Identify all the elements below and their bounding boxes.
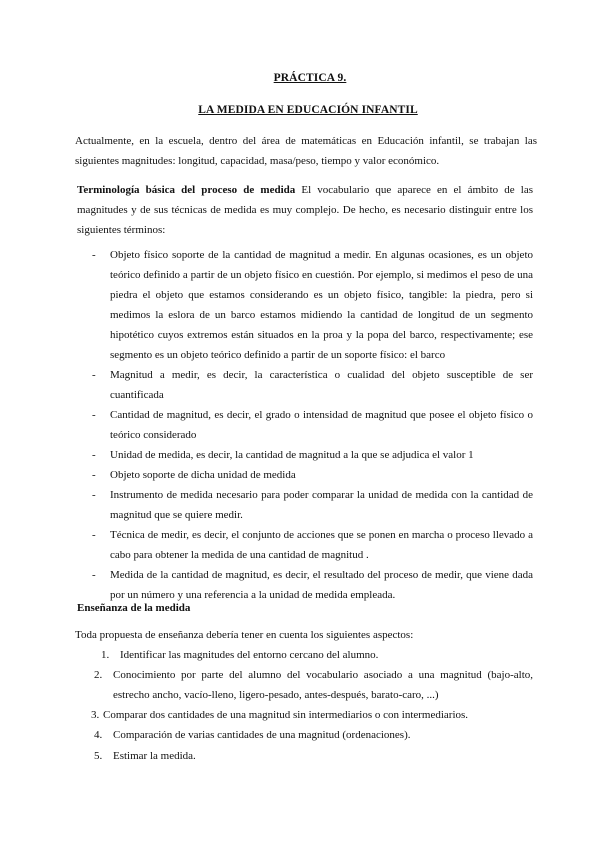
- terminology-paragraph: [77, 180, 533, 240]
- item-number: 3.: [91, 709, 100, 721]
- item-number: 1.: [101, 649, 110, 661]
- topic-title: LA MEDIDA EN EDUCACIÓN INFANTIL: [198, 104, 418, 116]
- numbered-item: [101, 645, 520, 665]
- dash-marker: -: [92, 249, 96, 261]
- term-text: Magnitud a medir, es decir, la característica o cualidad del objeto susceptible de ser cuantificada: [110, 369, 533, 401]
- item-text: Estimar la medida.: [113, 750, 196, 762]
- list-item: [92, 445, 533, 465]
- dash-marker: -: [92, 469, 96, 481]
- dash-marker: -: [92, 489, 96, 501]
- dash-marker: -: [92, 449, 96, 461]
- term-text: Técnica de medir, es decir, el conjunto de acciones que se ponen en marcha o proceso llevado a cabo para obtener la medida de una cantidad de magnitud .: [110, 529, 533, 561]
- list-item: [92, 485, 533, 525]
- intro-paragraph: Actualmente, en la escuela, dentro del área de matemáticas en Educación infantil, se trabajan las siguientes magnitudes: longitud, capacidad, masa/peso, tiempo y valor económico.: [75, 135, 537, 167]
- dash-marker: -: [92, 529, 96, 541]
- list-item: [92, 465, 533, 485]
- list-item: [92, 365, 533, 405]
- teaching-heading: Enseñanza de la medida: [77, 602, 191, 614]
- term-text: Objeto físico soporte de la cantidad de magnitud a medir. En algunas ocasiones, es un objeto teórico definido a partir de un objeto físico en cuestión. Por ejemplo, si medimos el peso de una piedra el objeto que estamos considerando es un objeto físico, tangible: la piedra, pero si medimos la eslora de un barco estamos midiendo la cantidad de longitud de un segmento hipotético cuyos extremos están situados en la proa y la popa del barco, respectivamente; ese segmento es un objeto teórico definido a partir de un soporte físico: el barco: [110, 249, 533, 361]
- item-text: Comparación de varias cantidades de una magnitud (ordenaciones).: [113, 729, 411, 741]
- term-text: Cantidad de magnitud, es decir, el grado o intensidad de magnitud que posee el objeto físico o teórico considerado: [110, 409, 533, 441]
- list-item: [92, 565, 533, 605]
- terminology-text: El vocabulario que aparece en el ámbito de las magnitudes y de sus técnicas de medida es muy complejo. De hecho, es necesario distinguir entre los siguientes términos:: [77, 184, 533, 236]
- list-item: [92, 525, 533, 565]
- practice-title: PRÁCTICA 9.: [273, 72, 347, 84]
- item-number: 5.: [94, 750, 103, 762]
- dash-marker: -: [92, 369, 96, 381]
- numbered-item: [94, 746, 533, 766]
- list-item: [92, 245, 533, 365]
- list-item: [92, 405, 533, 445]
- terms-list: [92, 245, 533, 605]
- item-text: Identificar las magnitudes del entorno cercano del alumno.: [120, 649, 379, 661]
- numbered-item: [91, 705, 533, 725]
- item-text: Comparar dos cantidades de una magnitud sin intermediarios o con intermediarios.: [103, 709, 469, 721]
- term-text: Unidad de medida, es decir, la cantidad de magnitud a la que se adjudica el valor 1: [110, 449, 474, 461]
- numbered-item: [94, 665, 533, 705]
- dash-marker: -: [92, 569, 96, 581]
- item-text: Conocimiento por parte del alumno del vocabulario asociado a una magnitud (bajo-alto, estrecho ancho, vacío-lleno, ligero-pesado, antes-después, barato-caro, ...): [113, 669, 533, 701]
- term-text: Objeto soporte de dicha unidad de medida: [110, 469, 296, 481]
- teaching-lead: Toda propuesta de enseñanza debería tener en cuenta los siguientes aspectos:: [75, 629, 414, 641]
- item-number: 2.: [94, 669, 103, 681]
- term-text: Medida de la cantidad de magnitud, es decir, el resultado del proceso de medir, que viene dada por un número y una referencia a la unidad de medida empleada.: [110, 569, 533, 601]
- numbered-item: [94, 725, 533, 745]
- terminology-heading: Terminología básica del proceso de medida: [77, 184, 296, 196]
- term-text: Instrumento de medida necesario para poder comparar la unidad de medida con la cantidad de magnitud que se quiere medir.: [110, 489, 533, 521]
- item-number: 4.: [94, 729, 103, 741]
- dash-marker: -: [92, 409, 96, 421]
